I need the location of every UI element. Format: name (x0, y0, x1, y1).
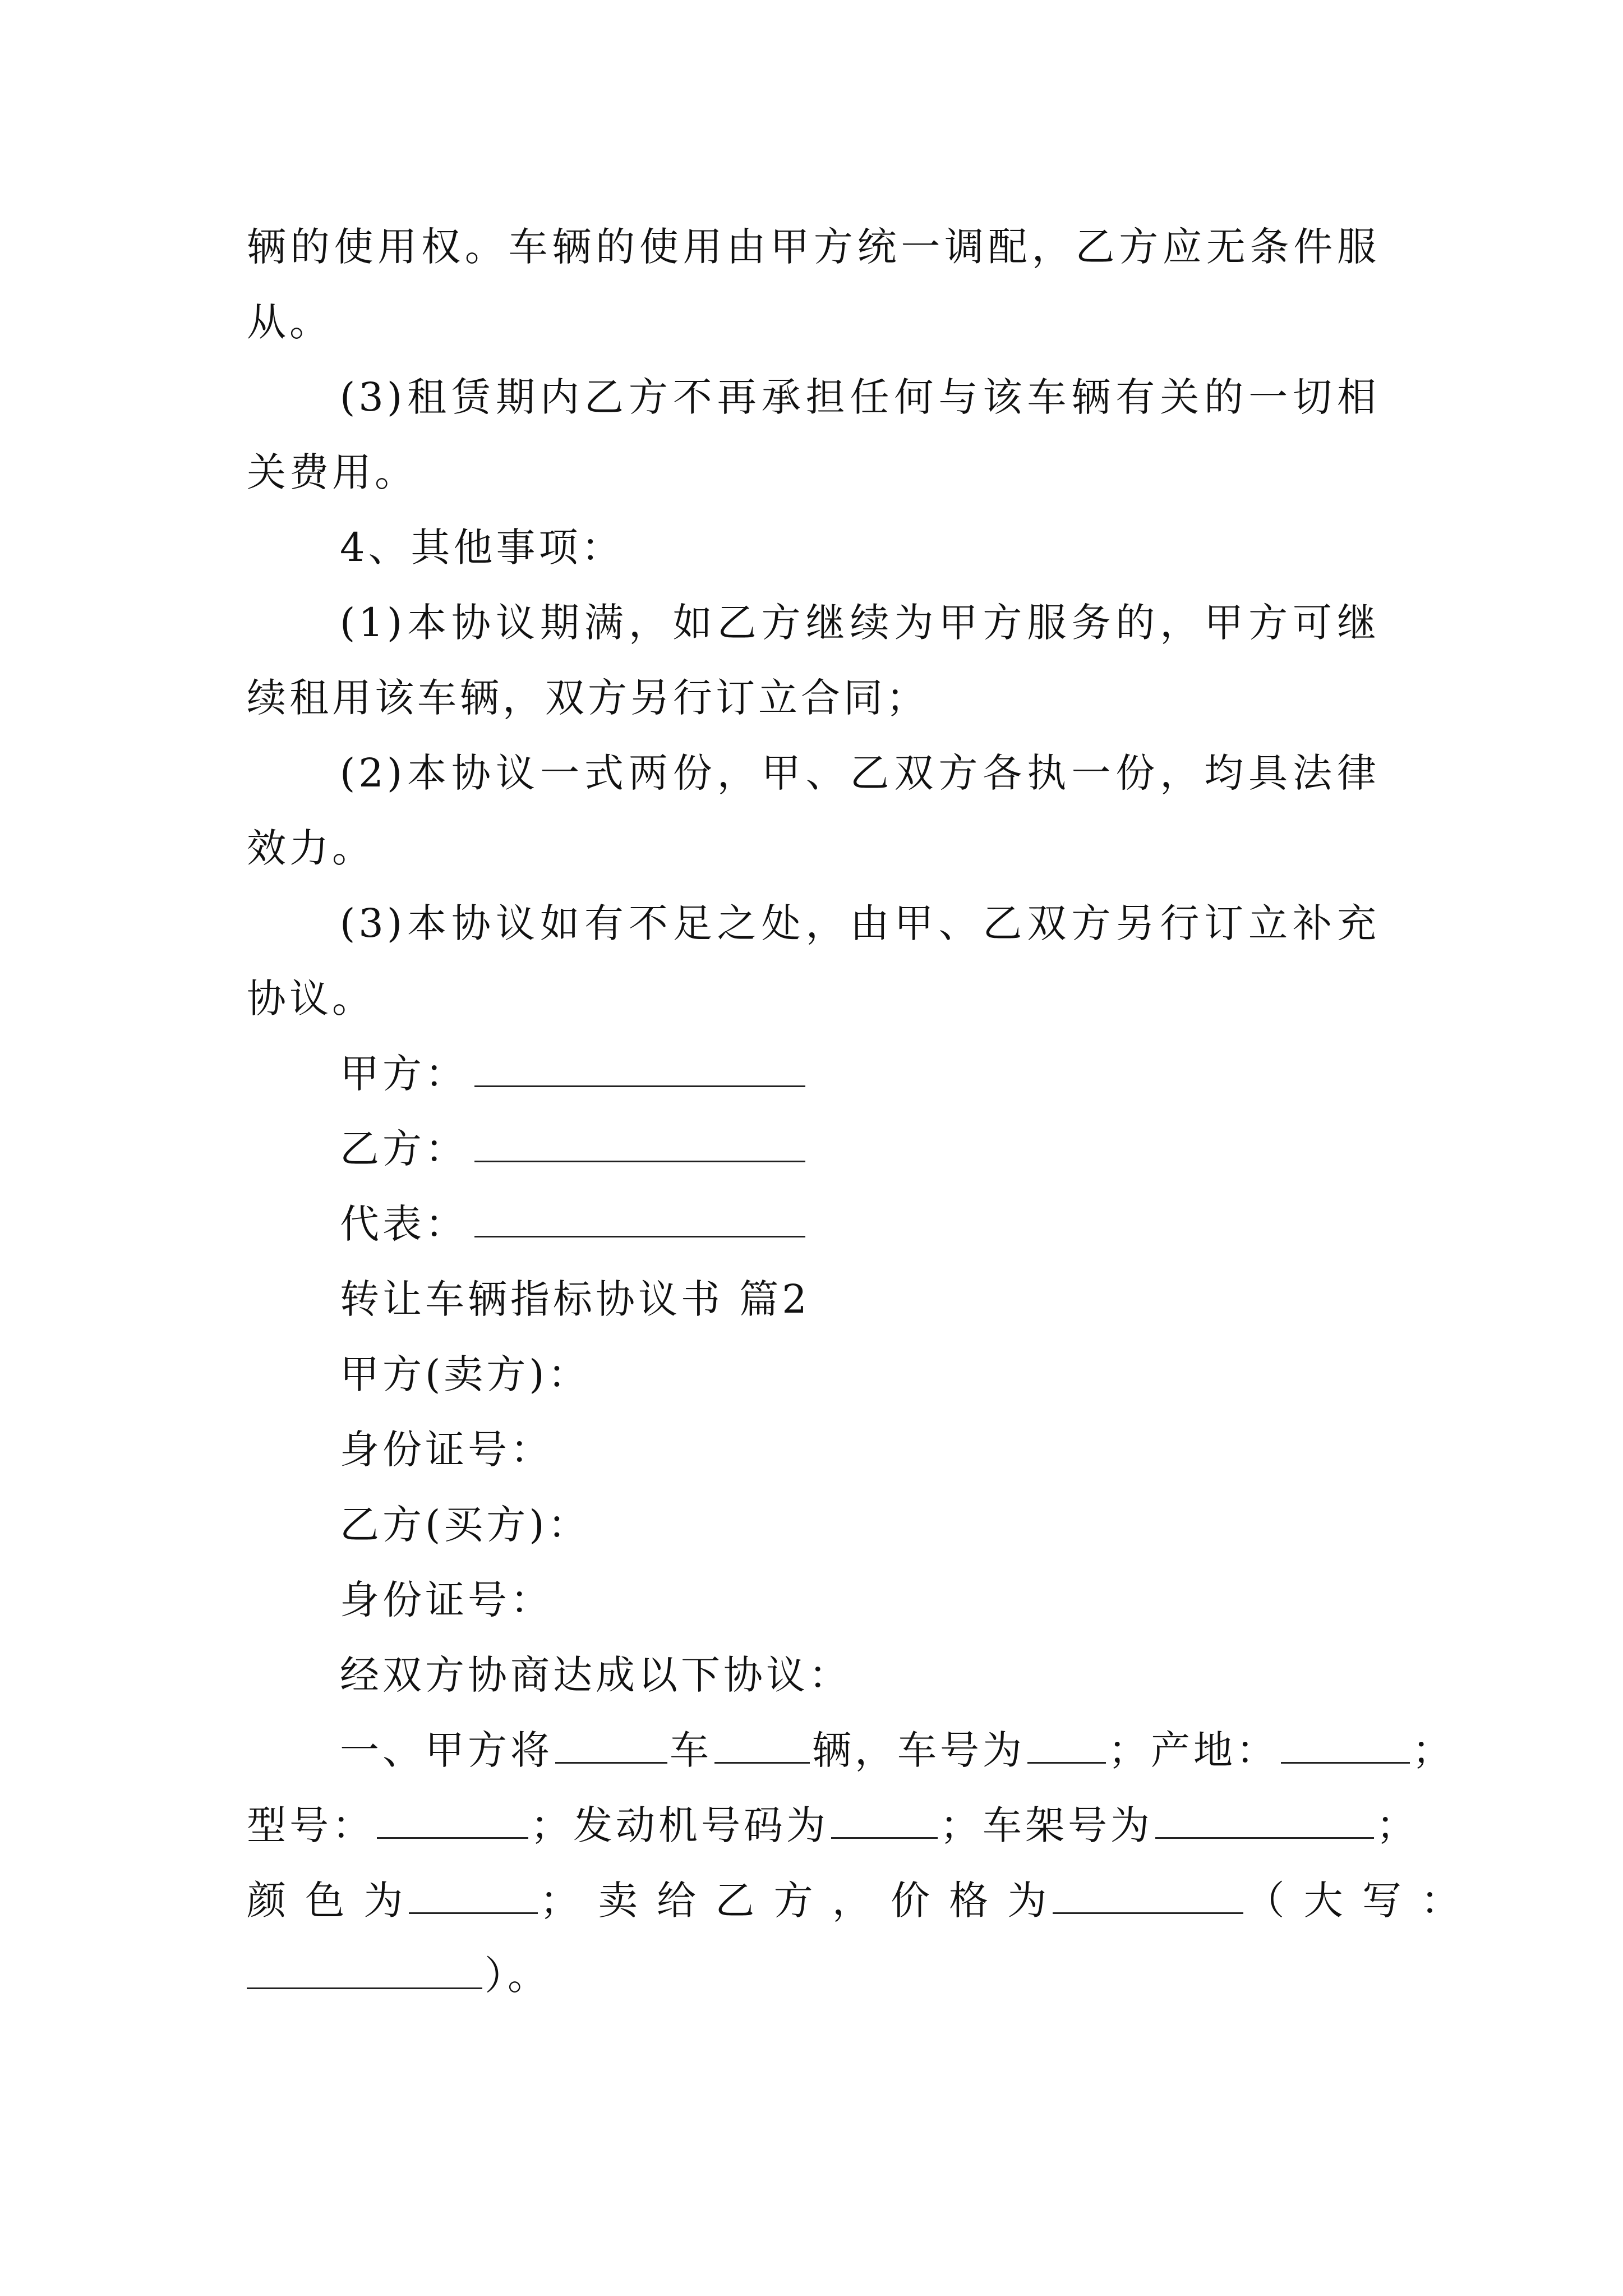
clause-text: （ 大 写 ： (1245, 1878, 1464, 1924)
paragraph-line: 续租用该车辆，双方另行订立合同； (247, 675, 929, 721)
paragraph-line: 经双方协商达成以下协议： (340, 1652, 851, 1698)
fill-blank (831, 1805, 938, 1839)
signature-label: 甲方： (340, 1051, 468, 1097)
paragraph-line: 辆的使用权。车辆的使用由甲方统一调配，乙方应无条件服 (247, 224, 1380, 270)
fill-blank (555, 1729, 667, 1764)
paragraph-line: 协议。 (247, 976, 375, 1022)
paragraph-line: (1)本协议期满，如乙方继续为甲方服务的，甲方可继 (340, 600, 1380, 646)
paragraph-line: 关费用。 (247, 449, 417, 495)
paragraph-line: (3)租赁期内乙方不再承担任何与该车辆有关的一切相 (340, 374, 1380, 420)
fill-blank (1027, 1729, 1106, 1764)
clause-line (340, 1722, 1455, 1778)
clause-text: ）。 (485, 1953, 550, 1999)
clause-text: 一、甲方将 (340, 1727, 553, 1773)
clause-line (247, 1872, 1463, 1929)
clause-text: ； 卖 给 乙 方 ， 价 格 为 (540, 1878, 1050, 1924)
clause-line (247, 1797, 1419, 1853)
fill-blank (377, 1805, 528, 1839)
clause-text: 型号： (247, 1802, 375, 1848)
signature-label: 代表： (340, 1201, 468, 1247)
signature-party-b (340, 1121, 805, 1177)
paragraph-line: 从。 (247, 299, 332, 345)
signature-representative (340, 1196, 805, 1252)
paragraph-line: (2)本协议一式两份，甲、乙双方各执一份，均具法律 (340, 750, 1380, 796)
clause-text: 颜 色 为 (247, 1878, 407, 1924)
fill-blank (714, 1729, 810, 1764)
fill-blank (1281, 1729, 1410, 1764)
fill-blank (1155, 1805, 1374, 1839)
buyer-field: 乙方(买方)： (340, 1502, 591, 1548)
signature-blank (474, 1128, 805, 1162)
seller-id-field: 身份证号： (340, 1427, 553, 1473)
clause-text: ；产地： (1108, 1727, 1279, 1773)
section-heading: 4、其他事项： (340, 524, 624, 570)
buyer-id-field: 身份证号： (340, 1577, 553, 1623)
clause-text: ； (1376, 1802, 1419, 1848)
paragraph-line: 效力。 (247, 825, 375, 871)
fill-blank (1053, 1880, 1243, 1914)
section-title: 转让车辆指标协议书 篇2 (340, 1276, 810, 1322)
clause-text: ；发动机号码为 (531, 1802, 829, 1848)
clause-text: ； (1412, 1727, 1455, 1773)
clause-text: ；车架号为 (940, 1802, 1153, 1848)
clause-text: 车 (670, 1727, 712, 1773)
signature-blank (474, 1203, 805, 1237)
fill-blank (247, 1955, 482, 1989)
signature-party-a (340, 1046, 805, 1102)
signature-label: 乙方： (340, 1126, 468, 1172)
paragraph-line: (3)本协议如有不足之处，由甲、乙双方另行订立补充 (340, 900, 1380, 946)
clause-text: 辆，车号为 (812, 1727, 1025, 1773)
clause-line (247, 1948, 550, 2004)
seller-field: 甲方(卖方)： (340, 1351, 591, 1397)
fill-blank (409, 1880, 538, 1914)
signature-blank (474, 1053, 805, 1087)
